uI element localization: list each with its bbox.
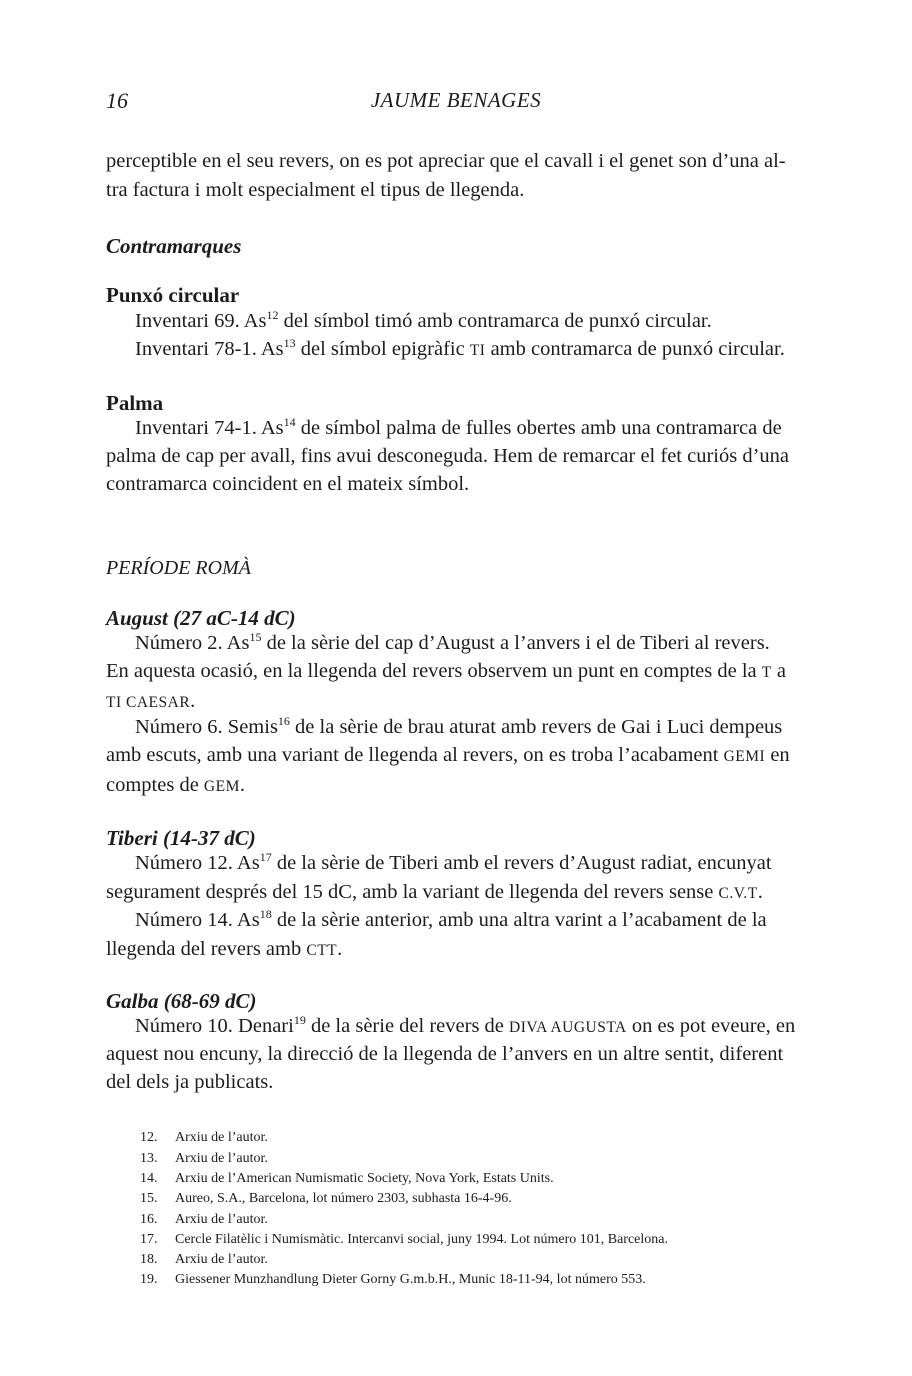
palma-line-3: contramarca coincident en el mateix símbol. [106, 473, 470, 495]
subsection-title-tiberi: Tiberi (14-37 dC) [106, 826, 256, 850]
subsection-title-august: August (27 aC-14 dC) [106, 606, 296, 630]
inventory-69: Inventari 69. As$^{12}$ del símbol timó amb contramarca de punxó circular. [135, 308, 712, 332]
galba-p1-line-3: del dels ja publicats. [106, 1071, 274, 1093]
footnote-number: 15. [140, 1191, 158, 1206]
august-p1-line-1: Número 2. As$^{15}$ de la sèrie del cap d’August a l’anvers i el de Tiberi al revers. [135, 630, 770, 654]
subsection-title-galba: Galba (68-69 dC) [106, 989, 257, 1013]
footnote-text: Arxiu de l’autor. [175, 1252, 268, 1267]
tiberi-p1-line-1: Número 12. As$^{17}$ de la sèrie de Tiberi amb el revers d’August radiat, encunyat [135, 850, 772, 874]
tiberi-p1-line-2: segurament després del 15 dC, amb la variant de llegenda del revers sense C.V.T. [106, 881, 763, 903]
footnote-text: Aureo, S.A., Barcelona, lot número 2303, subhasta 16-4-96. [175, 1191, 512, 1206]
galba-p1-line-1: Número 10. Denari$^{19}$ de la sèrie del revers de DIVA AUGUSTA on es pot eveure, en [135, 1013, 796, 1037]
footnote-number: 17. [140, 1232, 158, 1247]
subsection-title-punxo-circular: Punxó circular [106, 283, 240, 307]
footnote-number: 12. [140, 1130, 158, 1145]
running-title: JAUME BENAGES [370, 88, 542, 112]
section-title-contramarques: Contramarques [106, 234, 242, 258]
section-title-periode-roma: PERÍODE ROMÀ [106, 557, 251, 579]
footnote-text: Arxiu de l’autor. [175, 1212, 268, 1227]
footnote-ref-13: 13 [283, 336, 296, 350]
footnote-ref-15: 15 [249, 630, 262, 644]
footnote-text: Arxiu de l’autor. [175, 1130, 268, 1145]
footnote-text: Giessener Munzhandlung Dieter Gorny G.m.b.H., Munic 18-11-94, lot número 553. [175, 1272, 646, 1287]
footnote-number: 16. [140, 1212, 158, 1227]
tiberi-p2-line-2: llegenda del revers amb CTT. [106, 938, 343, 960]
footnote-text: Cercle Filatèlic i Numismàtic. Intercanvi social, juny 1994. Lot número 101, Barcelona. [175, 1232, 668, 1247]
footnote-number: 13. [140, 1151, 158, 1166]
palma-line-2: palma de cap per avall, fins avui desconeguda. Hem de remarcar el fet curiós d’una [106, 445, 790, 467]
footnote-ref-16: 16 [277, 714, 290, 728]
footnote-ref-12: 12 [266, 308, 279, 322]
intro-line-1: perceptible en el seu revers, on es pot apreciar que el cavall i el genet son d’una al- [106, 150, 786, 172]
footnote-ref-17: 17 [259, 850, 272, 864]
footnote-ref-14: 14 [283, 415, 296, 429]
page-number: 16 [106, 88, 128, 113]
august-p1-line-3: TI CAESAR. [106, 690, 196, 712]
footnote-number: 14. [140, 1171, 158, 1186]
august-p1-line-2: En aquesta ocasió, en la llegenda del revers observem un punt en comptes de la T a [106, 660, 786, 682]
palma-line-1: Inventari 74-1. As$^{14}$ de símbol palma de fulles obertes amb una contramarca de [135, 415, 782, 439]
footnote-number: 18. [140, 1252, 158, 1267]
galba-p1-line-2: aquest nou encuny, la direcció de la llegenda de l’anvers en un altre sentit, diferent [106, 1043, 784, 1065]
footnote-number: 19. [140, 1272, 158, 1287]
footnote-ref-19: 19 [293, 1013, 306, 1027]
subsection-title-palma: Palma [106, 391, 164, 415]
tiberi-p2-line-1: Número 14. As$^{18}$ de la sèrie anterior, amb una altra varint a l’acabament de la [135, 907, 767, 931]
inventory-78-1: Inventari 78-1. As$^{13}$ del símbol epigràfic TI amb contramarca de punxó circular. [135, 336, 785, 360]
footnote-text: Arxiu de l’autor. [175, 1151, 268, 1166]
intro-line-2: tra factura i molt especialment el tipus de llegenda. [106, 179, 525, 201]
footnote-text: Arxiu de l’American Numismatic Society, Nova York, Estats Units. [175, 1171, 554, 1186]
august-p2-line-1: Número 6. Semis$^{16}$ de la sèrie de brau aturat amb revers de Gai i Luci dempeus [135, 714, 783, 738]
august-p2-line-3: comptes de GEM. [106, 774, 245, 796]
footnote-ref-18: 18 [259, 907, 272, 921]
august-p2-line-2: amb escuts, amb una variant de llegenda al revers, on es troba l’acabament GEMI en [106, 744, 790, 766]
